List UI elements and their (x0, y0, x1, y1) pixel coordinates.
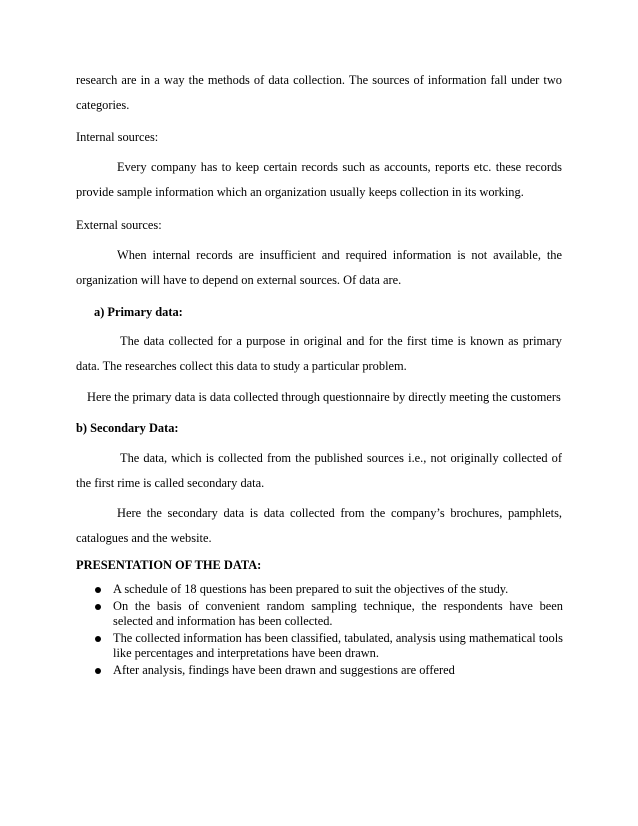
section-heading-internal-sources: Internal sources: (76, 130, 159, 144)
bullet-icon (95, 604, 101, 610)
paragraph-line: The data collected for a purpose in original and for the first time is known as primary (120, 334, 562, 348)
section-heading-secondary-data: b) Secondary Data: (76, 421, 179, 435)
presentation-bullet-list (93, 582, 563, 680)
paragraph-line: The data, which is collected from the published sources i.e., not originally collected of (120, 451, 562, 465)
list-item-text: On the basis of convenient random sampling technique, the respondents have been selected and information has been collected. (113, 599, 563, 628)
paragraph-line: categories. (76, 98, 130, 112)
list-item (93, 663, 563, 678)
section-heading-presentation-of-data: PRESENTATION OF THE DATA: (76, 558, 262, 572)
bullet-icon (95, 636, 101, 642)
paragraph-line: Every company has to keep certain records such as accounts, reports etc. these records (117, 160, 562, 174)
list-item-text: After analysis, findings have been drawn and suggestions are offered (113, 663, 455, 677)
paragraph-line: data. The researches collect this data to study a particular problem. (76, 359, 407, 373)
list-item (93, 582, 563, 597)
paragraph-line: Here the primary data is data collected through questionnaire by directly meeting the customers (87, 390, 561, 404)
list-item (93, 631, 563, 661)
paragraph-line: research are in a way the methods of data collection. The sources of information fall under two (76, 73, 562, 87)
section-heading-primary-data: a) Primary data: (94, 305, 183, 319)
paragraph-line: catalogues and the website. (76, 531, 212, 545)
paragraph-line: When internal records are insufficient and required information is not available, the (117, 248, 562, 262)
bullet-icon (95, 587, 101, 593)
paragraph-line: provide sample information which an organization usually keeps collection in its working. (76, 185, 524, 199)
list-item-text: A schedule of 18 questions has been prepared to suit the objectives of the study. (113, 582, 509, 596)
paragraph-line: the first rime is called secondary data. (76, 476, 265, 490)
paragraph-line: Here the secondary data is data collected from the company’s brochures, pamphlets, (117, 506, 562, 520)
list-item (93, 599, 563, 629)
bullet-icon (95, 668, 101, 674)
paragraph-line: organization will have to depend on external sources. Of data are. (76, 273, 402, 287)
section-heading-external-sources: External sources: (76, 218, 162, 232)
list-item-text: The collected information has been classified, tabulated, analysis using mathematical tools like percentages and interpretations have been drawn. (113, 631, 563, 660)
